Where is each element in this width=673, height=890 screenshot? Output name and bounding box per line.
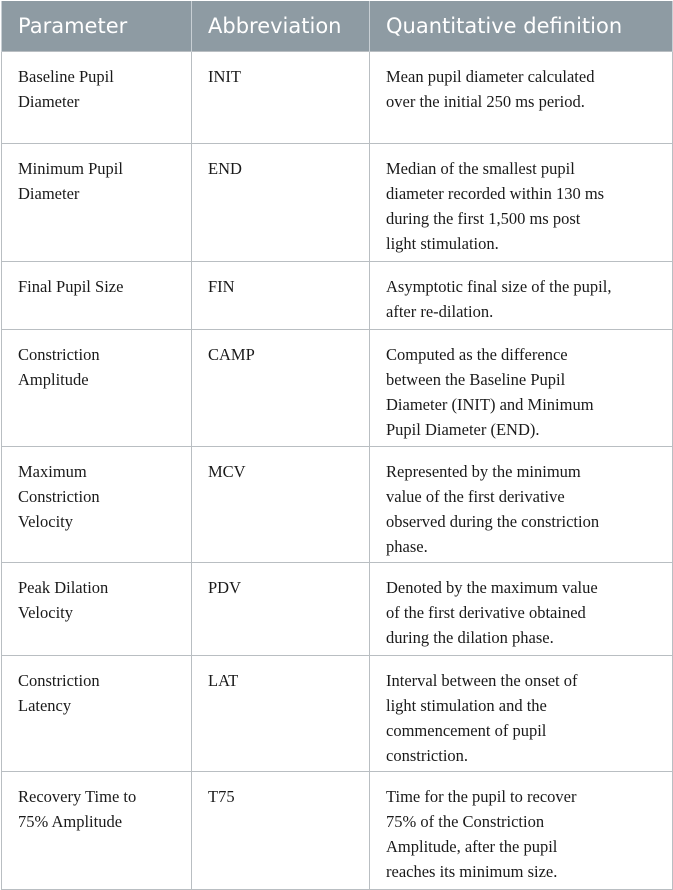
table-row <box>2 772 673 890</box>
definition-cell <box>370 52 673 144</box>
parameter-cell <box>2 330 192 447</box>
parameter-cell <box>2 656 192 772</box>
table-body <box>2 52 673 890</box>
parameter-line: Final Pupil Size <box>18 277 124 296</box>
abbreviation-cell: FIN <box>192 262 370 330</box>
parameter-cell <box>2 144 192 262</box>
parameter-line: 75% Amplitude <box>18 812 123 831</box>
definition-line: Mean pupil diameter calculated <box>386 67 595 86</box>
parameter-line: Constriction <box>18 487 100 506</box>
definition-line: during the first 1,500 ms post <box>386 209 581 228</box>
table-header <box>2 1 673 52</box>
definition-line: commencement of pupil <box>386 721 547 740</box>
abbreviation-cell: MCV <box>192 447 370 563</box>
definition-cell <box>370 563 673 656</box>
parameter-cell <box>2 772 192 890</box>
table-row <box>2 52 673 144</box>
abbreviation-cell: PDV <box>192 563 370 656</box>
header-row <box>2 1 673 52</box>
parameter-line: Diameter <box>18 184 80 203</box>
definition-line: Denoted by the maximum value <box>386 578 598 597</box>
definition-line: Pupil Diameter (END). <box>386 420 540 439</box>
definition-line: Asymptotic final size of the pupil, <box>386 277 612 296</box>
definition-line: Computed as the difference <box>386 345 568 364</box>
definition-line: diameter recorded within 130 ms <box>386 184 605 203</box>
table-row <box>2 563 673 656</box>
parameter-line: Minimum Pupil <box>18 159 123 178</box>
abbreviation-cell: CAMP <box>192 330 370 447</box>
definition-cell <box>370 262 673 330</box>
definition-line: Time for the pupil to recover <box>386 787 577 806</box>
parameter-line: Peak Dilation <box>18 578 109 597</box>
pupil-parameters-table <box>1 1 673 890</box>
definition-line: Diameter (INIT) and Minimum <box>386 395 594 414</box>
parameter-cell <box>2 52 192 144</box>
parameter-line: Amplitude <box>18 370 89 389</box>
parameter-line: Constriction <box>18 345 100 364</box>
definition-line: phase. <box>386 537 428 556</box>
definition-line: reaches its minimum size. <box>386 862 558 881</box>
definition-cell <box>370 447 673 563</box>
table-row <box>2 262 673 330</box>
parameter-cell <box>2 563 192 656</box>
parameter-line: Baseline Pupil <box>18 67 114 86</box>
definition-line: after re-dilation. <box>386 302 494 321</box>
definition-cell <box>370 330 673 447</box>
abbreviation-cell: T75 <box>192 772 370 890</box>
definition-cell <box>370 772 673 890</box>
parameter-line: Diameter <box>18 92 80 111</box>
parameter-line: Velocity <box>18 603 73 622</box>
definition-line: of the first derivative obtained <box>386 603 586 622</box>
parameter-cell <box>2 262 192 330</box>
definition-line: over the initial 250 ms period. <box>386 92 585 111</box>
definition-line: observed during the constriction <box>386 512 600 531</box>
abbreviation-cell: END <box>192 144 370 262</box>
definition-line: Interval between the onset of <box>386 671 578 690</box>
parameter-cell <box>2 447 192 563</box>
definition-line: during the dilation phase. <box>386 628 554 647</box>
definition-cell <box>370 144 673 262</box>
parameter-line: Constriction <box>18 671 100 690</box>
parameter-line: Velocity <box>18 512 73 531</box>
abbreviation-cell: INIT <box>192 52 370 144</box>
parameter-line: Recovery Time to <box>18 787 137 806</box>
definition-line: Median of the smallest pupil <box>386 159 575 178</box>
table-row <box>2 656 673 772</box>
table-row <box>2 447 673 563</box>
abbreviation-cell: LAT <box>192 656 370 772</box>
definition-line: light stimulation. <box>386 234 499 253</box>
parameter-line: Maximum <box>18 462 87 481</box>
table-row <box>2 144 673 262</box>
definition-line: Amplitude, after the pupil <box>386 837 558 856</box>
table-row <box>2 330 673 447</box>
definition-line: 75% of the Constriction <box>386 812 545 831</box>
header-parameter: Parameter <box>2 1 192 52</box>
definition-line: Represented by the minimum <box>386 462 581 481</box>
definition-line: light stimulation and the <box>386 696 547 715</box>
definition-line: constriction. <box>386 746 469 765</box>
definition-line: between the Baseline Pupil <box>386 370 566 389</box>
header-definition: Quantitative definition <box>370 1 673 52</box>
definition-line: value of the first derivative <box>386 487 565 506</box>
header-abbreviation: Abbreviation <box>192 1 370 52</box>
parameter-line: Latency <box>18 696 72 715</box>
definition-cell <box>370 656 673 772</box>
